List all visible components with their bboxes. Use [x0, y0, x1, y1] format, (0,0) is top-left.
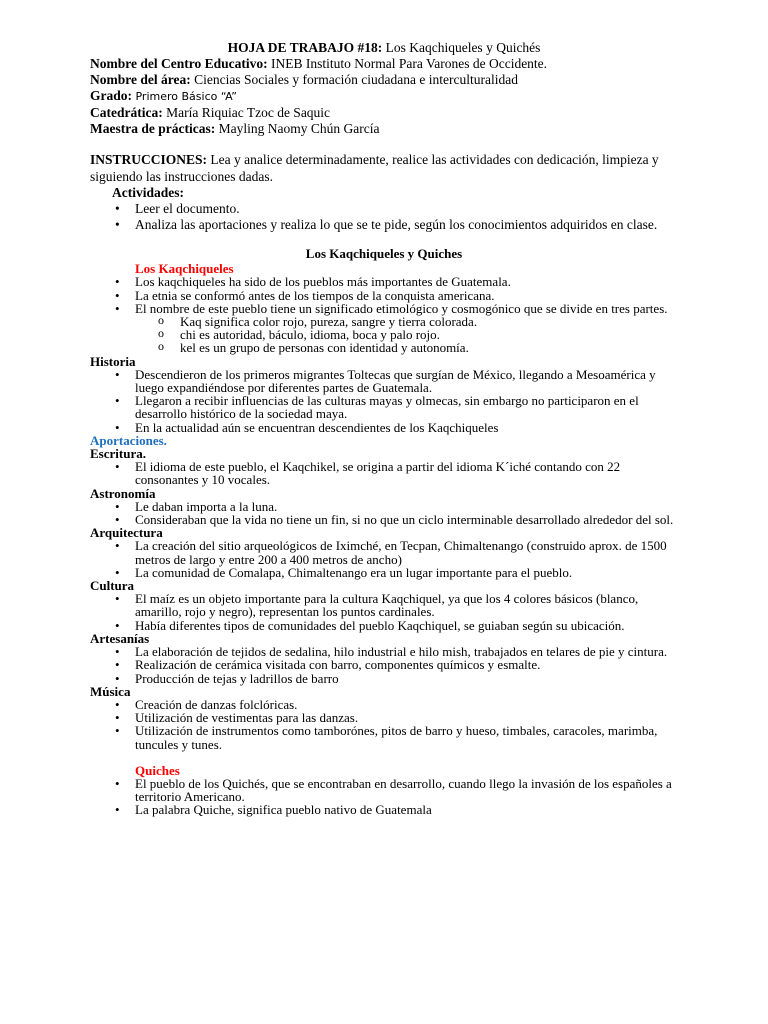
- list-item: • Descendieron de los primeros migrantes Toltecas que surgían de México, llegando a Mesoamérica y luego expandiéndose por diferentes partes de Guatemala.: [90, 368, 678, 394]
- artesanias-heading: Artesanías: [90, 630, 150, 646]
- content-title: Los Kaqchiqueles y Quiches: [305, 246, 463, 261]
- list-item: • Los kaqchiqueles ha sido de los pueblos más importantes de Guatemala.: [90, 275, 678, 288]
- instructions-label: INSTRUCCIONES:: [90, 152, 208, 167]
- title-rest: Los Kaqchiqueles y Quichés: [382, 40, 541, 55]
- activity-item: • Leer el documento.: [90, 201, 678, 217]
- header-line-area: [90, 72, 678, 88]
- activity-item: • Analiza las aportaciones y realiza lo que se te pide, según los conocimientos adquiridos en clase.: [90, 217, 678, 233]
- cultura-heading: Cultura: [90, 578, 135, 594]
- astronomia-list: [90, 500, 678, 526]
- list-item: • El nombre de este pueblo tiene un significado etimológico y cosmogónico que se divide en tres partes.: [90, 302, 678, 315]
- escritura-heading: Escritura.: [90, 446, 146, 462]
- list-item: • En la actualidad aún se encuentran descendientes de los Kaqchiqueles: [90, 421, 678, 434]
- value: INEB Instituto Normal Para Varones de Occidente.: [267, 56, 548, 71]
- musica-list: [90, 698, 678, 751]
- list-item: • Le daban importa a la luna.: [90, 500, 678, 513]
- historia-list: [90, 368, 678, 434]
- value: María Riquiac Tzoc de Saquic: [162, 105, 331, 120]
- list-item: • Llegaron a recibir influencias de las culturas mayas y olmecas, sin embargo no participaron en el desarrollo histórico de la sociedad maya.: [90, 394, 678, 420]
- list-item: • El pueblo de los Quichés, que se encontraban en desarrollo, cuando llego la invasión de los españoles a territorio Americano.: [90, 777, 678, 803]
- historia-heading: Historia: [90, 353, 136, 369]
- aportaciones-heading: Aportaciones.: [90, 432, 167, 448]
- list-item: • Utilización de instrumentos como tamborónes, pitos de barro y hueso, timbales, caracoles, marimba, tuncules y tunes.: [90, 724, 678, 750]
- quiches-list: [90, 777, 678, 817]
- worksheet-title: [90, 40, 678, 56]
- list-item: • Utilización de vestimentas para las danzas.: [90, 711, 678, 724]
- arquitectura-heading: Arquitectura: [90, 525, 163, 541]
- astronomia-heading: Astronomía: [90, 485, 156, 501]
- label: Grado:: [90, 88, 132, 103]
- kaqchiqueles-list: [90, 275, 678, 315]
- musica-heading: Música: [90, 683, 131, 699]
- value: Mayling Naomy Chún García: [215, 121, 380, 136]
- list-item: • Había diferentes tipos de comunidades del pueblo Kaqchiquel, se guiaban según su ubicación.: [90, 619, 678, 632]
- arquitectura-list: [90, 539, 678, 579]
- list-item: • La etnia se conformó antes de los tiempos de la conquista americana.: [90, 289, 678, 302]
- list-item: • Creación de danzas folclóricas.: [90, 698, 678, 711]
- list-item: • Consideraban que la vida no tiene un fin, si no que un ciclo interminable desarrollado alrededor del sol.: [90, 513, 678, 526]
- quiches-heading: Quiches: [135, 762, 180, 778]
- label: Nombre del Centro Educativo:: [90, 56, 268, 71]
- label: Catedrática:: [90, 105, 163, 120]
- label: Nombre del área:: [90, 72, 191, 87]
- escritura-list: [90, 460, 678, 486]
- instructions: [90, 151, 678, 185]
- activities-list: [90, 201, 678, 233]
- value: Ciencias Sociales y formación ciudadana e interculturalidad: [190, 72, 518, 87]
- list-item: • La palabra Quiche, significa pueblo nativo de Guatemala: [90, 803, 678, 816]
- list-item: • La comunidad de Comalapa, Chimaltenango era un lugar importante para el pueblo.: [90, 566, 678, 579]
- sub-list-item: o kel es un grupo de personas con identidad y autonomía.: [90, 341, 678, 354]
- header-line-teacher: [90, 105, 678, 121]
- instructions-text: Lea y analice determinadamente, realice las actividades con dedicación, limpieza y siguiendo las instrucciones dadas.: [90, 152, 659, 184]
- header-line-practice-teacher: [90, 121, 678, 137]
- header-line-school: [90, 56, 678, 72]
- header-line-grade: [90, 88, 678, 105]
- list-item: • El idioma de este pueblo, el Kaqchikel, se origina a partir del idioma K´iché contando con 22 consonantes y 10 vocales.: [90, 460, 678, 486]
- kaqchiqueles-heading: Los Kaqchiqueles: [135, 261, 234, 277]
- value: Primero Básico “A”: [132, 90, 237, 103]
- list-item: • La elaboración de tejidos de sedalina, hilo industrial e hilo mish, trabajados en telares de pie y cintura.: [90, 645, 678, 658]
- list-item: • La creación del sitio arqueológicos de Iximché, en Tecpan, Chimaltenango (construido aprox. de 1500 metros de largo y entre 200 a 400 metros de ancho): [90, 539, 678, 565]
- list-item: • Producción de tejas y ladrillos de barro: [90, 672, 678, 685]
- artesanias-list: [90, 645, 678, 685]
- sub-list-item: o Kaq significa color rojo, pureza, sangre y tierra colorada.: [90, 315, 678, 328]
- label: Maestra de prácticas:: [90, 121, 216, 136]
- sub-list-item: o chi es autoridad, báculo, idioma, boca y palo rojo.: [90, 328, 678, 341]
- list-item: • El maíz es un objeto importante para la cultura Kaqchiquel, ya que los 4 colores básicos (blanco, amarillo, rojo y negro), representan los puntos cardinales.: [90, 592, 678, 618]
- activities-label-text: Actividades:: [112, 185, 184, 200]
- activities-label: [90, 185, 678, 201]
- cultura-list: [90, 592, 678, 632]
- title-bold: HOJA DE TRABAJO #18:: [227, 40, 383, 55]
- list-item: • Realización de cerámica visitada con barro, componentes químicos y esmalte.: [90, 658, 678, 671]
- kaqchiqueles-sublist: [90, 315, 678, 355]
